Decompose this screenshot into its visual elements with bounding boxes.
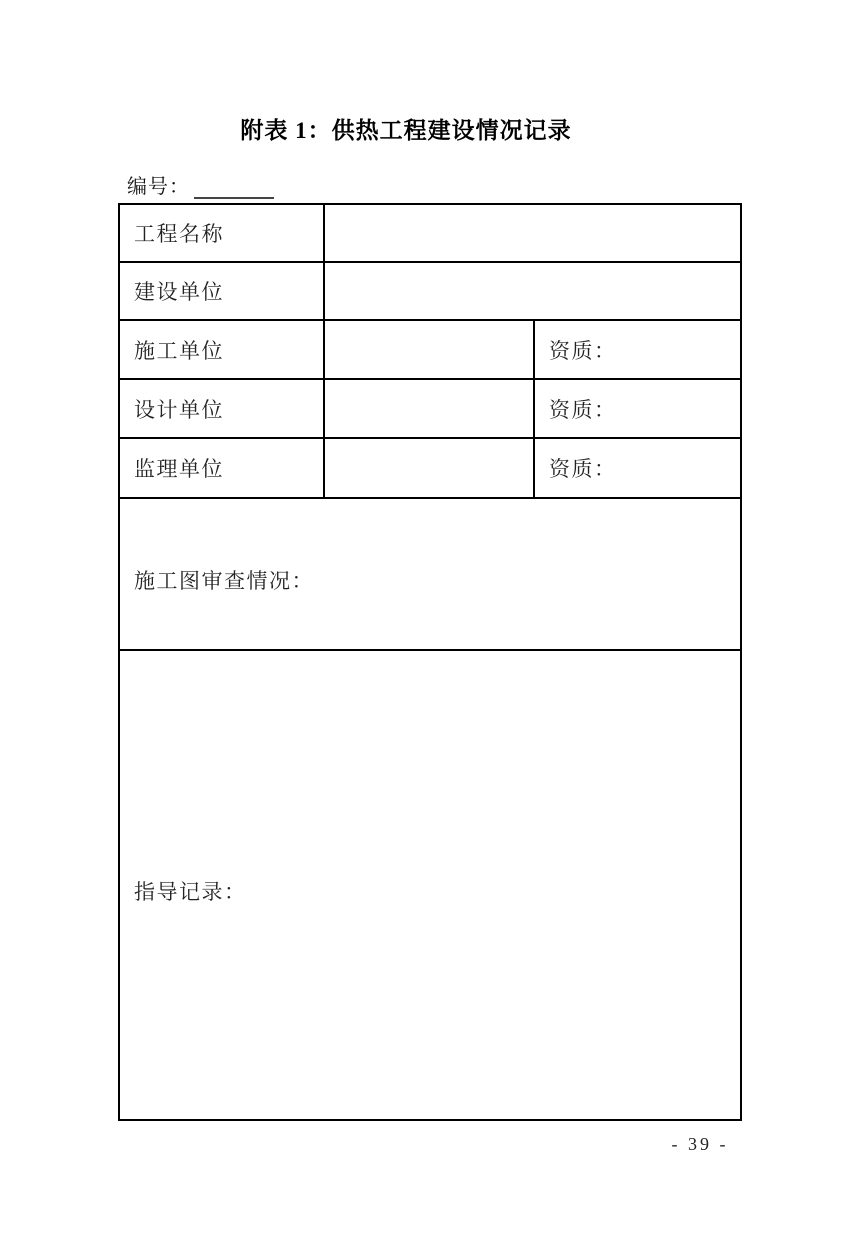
project-name-value-cell [324, 204, 741, 262]
supervision-unit-label: 监理单位 [119, 438, 324, 498]
serial-number-line [127, 170, 274, 199]
drawing-review-cell: 施工图审查情况： [119, 498, 741, 650]
design-unit-qualification-cell: 资质： [534, 379, 741, 438]
serial-number-label: 编号： [127, 176, 190, 198]
construction-unit-value-cell [324, 320, 534, 379]
construction-owner-label: 建设单位 [119, 262, 324, 320]
construction-record-table [118, 203, 742, 1121]
table-row-supervision-unit [119, 438, 741, 498]
table-row-drawing-review [119, 498, 741, 650]
table-row-construction-owner [119, 262, 741, 320]
table-row-guidance-record [119, 650, 741, 1120]
table-row-design-unit [119, 379, 741, 438]
table-row-construction-unit [119, 320, 741, 379]
construction-unit-qualification-cell: 资质： [534, 320, 741, 379]
construction-owner-value-cell [324, 262, 741, 320]
guidance-record-cell: 指导记录： [119, 650, 741, 1120]
supervision-unit-value-cell [324, 438, 534, 498]
design-unit-label: 设计单位 [119, 379, 324, 438]
page-number: - 39 - [671, 1134, 729, 1154]
design-unit-value-cell [324, 379, 534, 438]
serial-number-blank [194, 177, 274, 199]
construction-unit-label: 施工单位 [119, 320, 324, 379]
project-name-label: 工程名称 [119, 204, 324, 262]
supervision-unit-qualification-cell: 资质： [534, 438, 741, 498]
table-row-project-name [119, 204, 741, 262]
page-title: 附表 1：供热工程建设情况记录 [240, 118, 572, 143]
